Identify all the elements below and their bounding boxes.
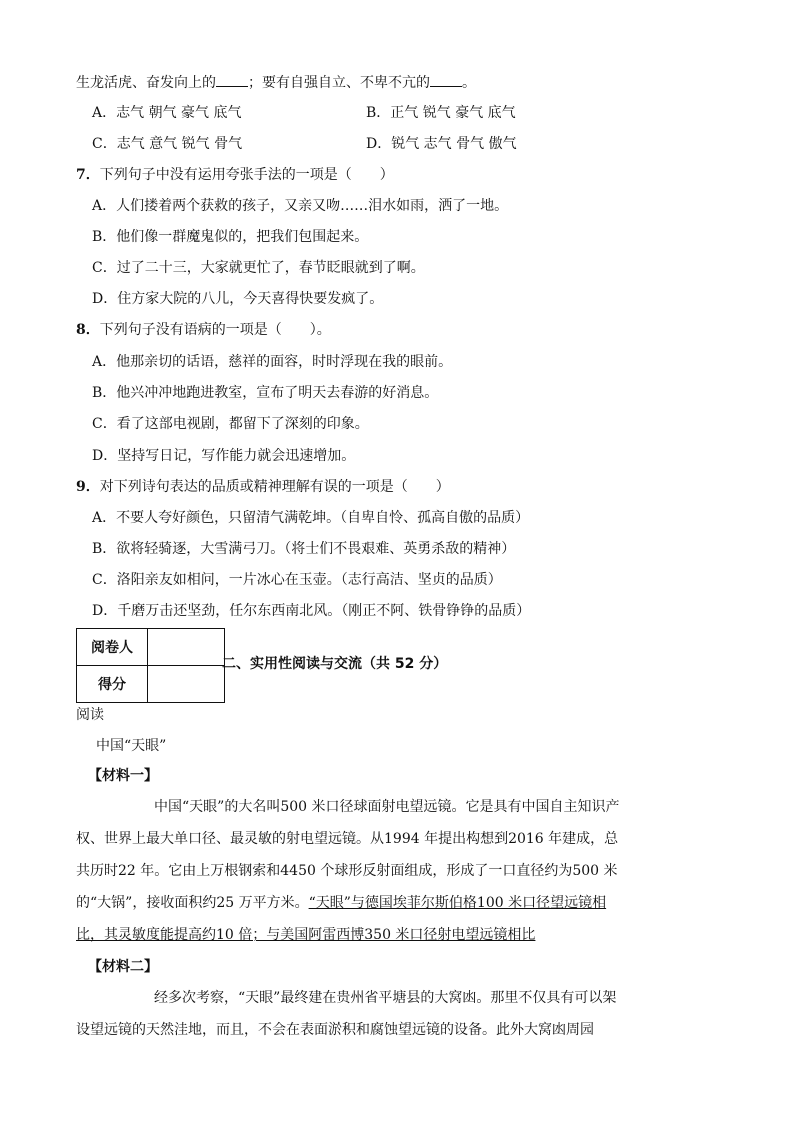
q6-stem <box>76 72 476 93</box>
q9-option-d: D．千磨万击还坚劲，任尔东西南北风。（刚正不阿、铁骨铮铮的品质） <box>92 603 531 619</box>
q8-number: 8． <box>76 322 100 338</box>
material2-label: 【材料二】 <box>88 959 158 975</box>
q6-stem-part3: 。 <box>462 75 476 91</box>
q6-option-b <box>366 103 516 123</box>
q9-option-b: B．欲将轻骑逐，大雪满弓刀。（将士们不畏艰难、英勇杀敌的精神） <box>92 541 516 557</box>
option-key: C． <box>92 136 117 152</box>
material1-line-4-text: 的“大锅”，接收面积约25 万平方米。 <box>76 895 309 911</box>
q6-stem-part2: ；要有自强自立、不卑不亢的 <box>248 75 430 91</box>
q8-option-c: C．看了这部电视剧，都留下了深刻的印象。 <box>92 416 369 432</box>
q7-option-b: B．他们像一群魔鬼似的，把我们包围起来。 <box>92 229 369 245</box>
q9-stem-text: 对下列诗句表达的品质或精神理解有误的一项是（ ） <box>99 479 450 495</box>
material1-line-1: 中国“天眼”的大名叫500 米口径球面射电望远镜。它是具有中国自主知识产 <box>154 799 620 815</box>
q6-option-a <box>92 103 241 123</box>
q6-stem-part1: 生龙活虎、奋发向上的 <box>76 75 216 91</box>
option-text: 志气 朝气 豪气 底气 <box>116 105 242 121</box>
q8-option-d: D．坚持写日记，写作能力就会迅速增加。 <box>92 448 356 464</box>
material1-underlined-a: “天眼”与德国埃菲尔斯伯格100 米口径望远镜相 <box>308 895 607 911</box>
q9-option-c: C．洛阳亲友如相问，一片冰心在玉壶。（志行高洁、坚贞的品质） <box>92 572 502 588</box>
option-key: B． <box>366 105 391 121</box>
reading-title: 中国“天眼” <box>96 738 167 754</box>
q8-stem-text: 下列句子没有语病的一项是（ ）。 <box>99 322 331 338</box>
score-box <box>76 628 225 703</box>
q7-option-d: D．住方家大院的八儿，今天喜得快要发疯了。 <box>92 291 384 307</box>
reading-label: 阅读 <box>76 707 104 723</box>
material1-line-2: 权、世界上最大单口径、最灵敏的射电望远镜。从1994 年提出构想到2016 年建成，总 <box>76 831 619 847</box>
q9-number: 9． <box>76 479 100 495</box>
q6-option-c <box>92 134 242 154</box>
score-label: 得分 <box>77 666 148 703</box>
material1-label: 【材料一】 <box>88 768 158 784</box>
q7-stem-text: 下列句子中没有运用夸张手法的一项是（ ） <box>99 167 394 183</box>
section-title: 二、实用性阅读与交流（共 52 分） <box>222 656 448 672</box>
blank-1 <box>216 72 248 87</box>
q9-stem <box>76 477 450 497</box>
material2-line-2: 设望远镜的天然洼地，而且，不会在表面淤积和腐蚀望远镜的设备。此外大窝凼周园 <box>76 1022 594 1038</box>
q8-stem <box>76 320 331 340</box>
option-text: 锐气 志气 骨气 傲气 <box>391 136 517 152</box>
q7-option-c: C．过了二十三，大家就更忙了，春节眨眼就到了啊。 <box>92 260 425 276</box>
q8-option-b: B．他兴冲冲地跑进教室，宣布了明天去春游的好消息。 <box>92 385 439 401</box>
q8-option-a: A．他那亲切的话语，慈祥的面容，时时浮现在我的眼前。 <box>92 354 453 370</box>
option-text: 正气 锐气 豪气 底气 <box>390 105 516 121</box>
option-text: 志气 意气 锐气 骨气 <box>116 136 243 152</box>
option-key: D． <box>366 136 392 152</box>
material1-underlined-b: 比，其灵敏度能提高约10 倍；与美国阿雷西博350 米口径射电望远镜相比 <box>76 927 536 943</box>
blank-2 <box>430 72 462 87</box>
q6-option-d <box>366 134 517 154</box>
score-cell[interactable] <box>148 666 225 703</box>
material2-line-1: 经多次考察，“天眼”最终建在贵州省平塘县的大窝凼。那里不仅具有可以架 <box>154 990 617 1006</box>
reviewer-cell[interactable] <box>148 629 225 666</box>
q7-option-a: A．人们搂着两个获救的孩子，又亲又吻……泪水如雨，洒了一地。 <box>92 198 509 214</box>
q7-number: 7． <box>76 167 100 183</box>
material1-line-3: 共历时22 年。它由上万根钢索和4450 个球形反射面组成，形成了一口直径约为500 米 <box>76 863 618 879</box>
option-key: A． <box>92 105 117 121</box>
q7-stem <box>76 165 394 185</box>
material1-line-4 <box>76 893 606 913</box>
reviewer-label: 阅卷人 <box>77 629 148 666</box>
q9-option-a: A．不要人夸好颜色，只留清气满乾坤。（自卑自怜、孤高自傲的品质） <box>92 510 530 526</box>
